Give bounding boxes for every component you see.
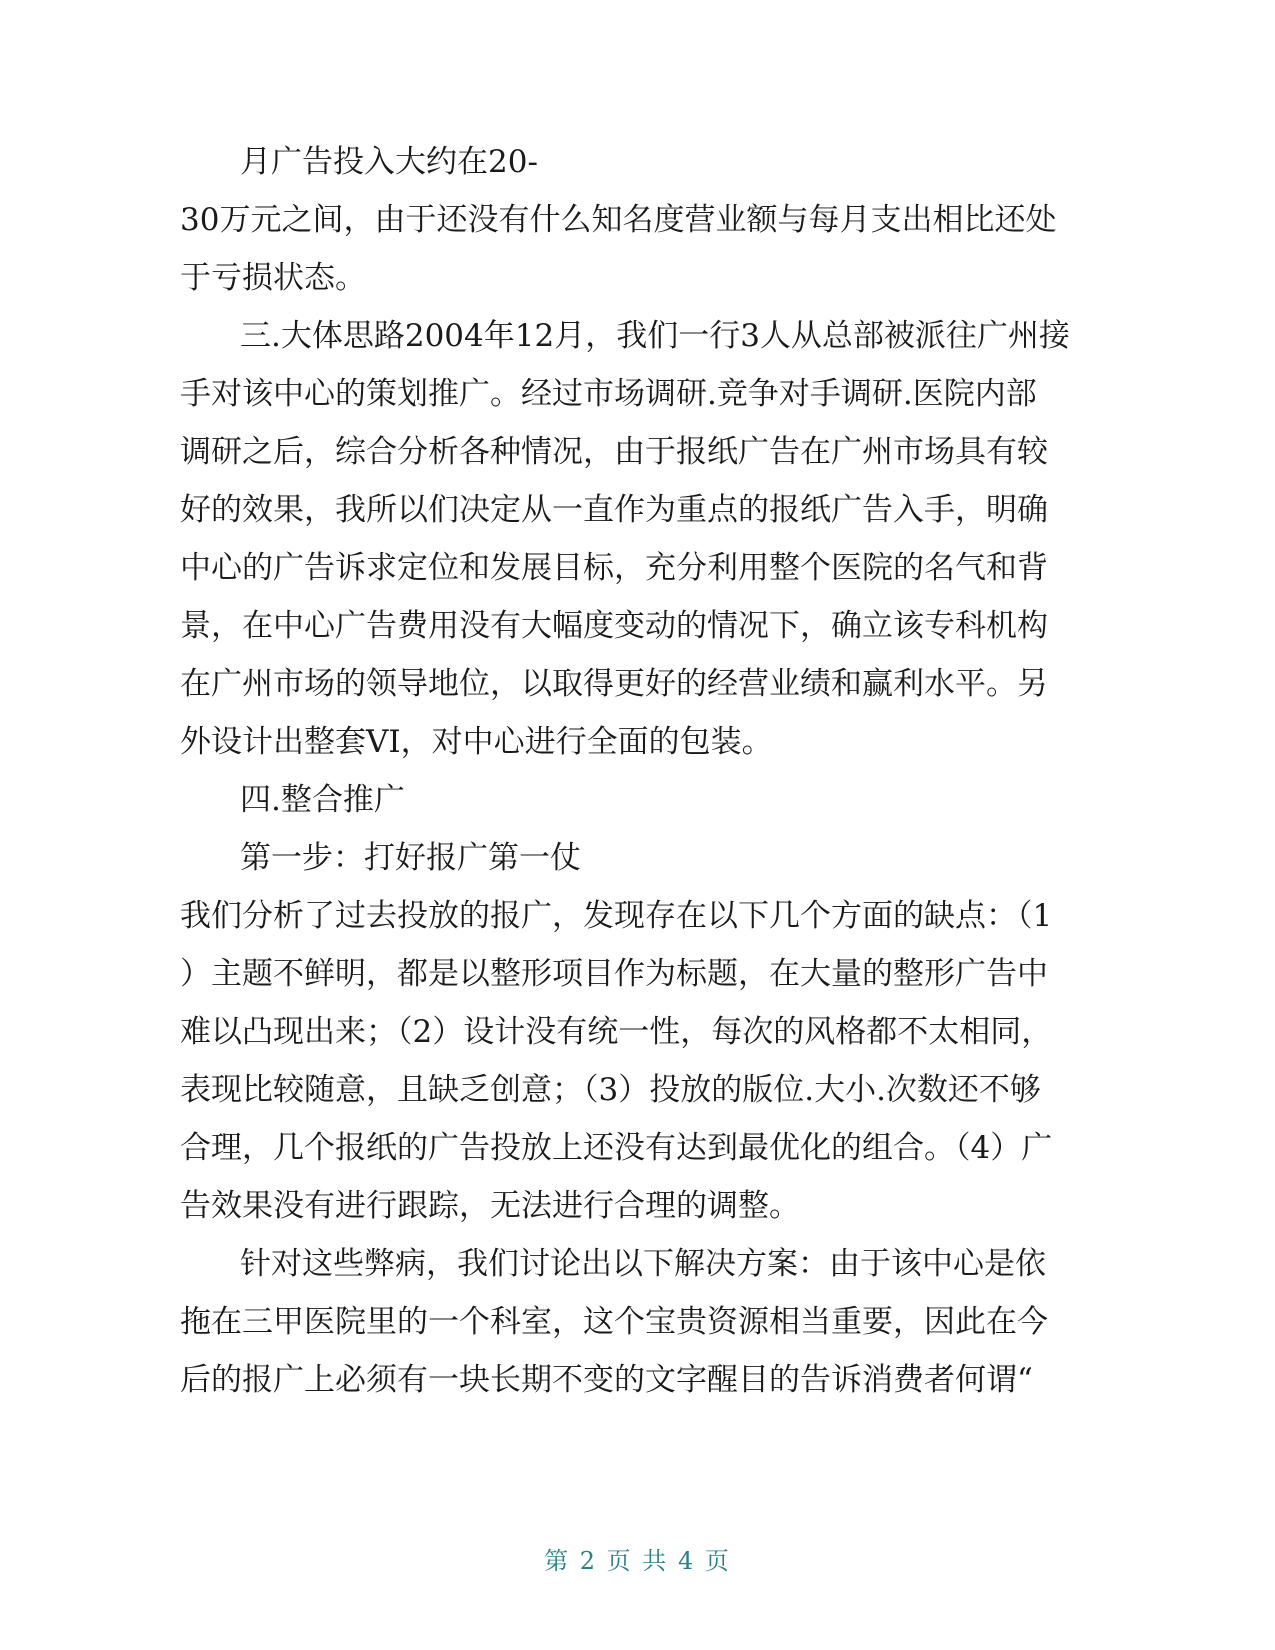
paragraph-line-6: 调研之后，综合分析各种情况，由于报纸广告在广州市场具有较 — [180, 434, 1048, 470]
paragraph-line-16: 难以凸现出来；（2）设计没有统一性，每次的风格都不太相同， — [180, 1014, 1053, 1050]
paragraph-line-4: 三.大体思路2004年12月，我们一行3人从总部被派往广州接 — [240, 318, 1070, 354]
paragraph-line-15: ）主题不鲜明，都是以整形项目作为标题，在大量的整形广告中 — [180, 956, 1048, 992]
paragraph-line-20: 针对这些弊病，我们讨论出以下解决方案：由于该中心是依 — [240, 1246, 1046, 1282]
paragraph-line-18: 合理，几个报纸的广告投放上还没有达到最优化的组合。（4）广 — [180, 1130, 1053, 1166]
paragraph-line-22: 后的报广上必须有一块长期不变的文字醒目的告诉消费者何谓“ — [180, 1362, 1033, 1398]
paragraph-line-8: 中心的广告诉求定位和发展目标，充分利用整个医院的名气和背 — [180, 550, 1048, 586]
paragraph-line-2: 30万元之间，由于还没有什么知名度营业额与每月支出相比还处 — [180, 202, 1057, 238]
paragraph-line-10: 在广州市场的领导地位，以取得更好的经营业绩和赢利水平。另 — [180, 666, 1048, 702]
paragraph-line-21: 拖在三甲医院里的一个科室，这个宝贵资源相当重要，因此在今 — [180, 1304, 1048, 1340]
section-heading: 四.整合推广 — [240, 782, 405, 818]
step-heading: 第一步：打好报广第一仗 — [240, 840, 581, 876]
paragraph-line-14: 我们分析了过去投放的报广，发现存在以下几个方面的缺点：（1 — [180, 898, 1053, 934]
paragraph-line-5: 手对该中心的策划推广。经过市场调研.竞争对手调研.医院内部 — [180, 376, 1037, 412]
paragraph-line-9: 景，在中心广告费用没有大幅度变动的情况下，确立该专科机构 — [180, 608, 1048, 644]
paragraph-line-3: 于亏损状态。 — [180, 260, 366, 296]
paragraph-line-7: 好的效果，我所以们决定从一直作为重点的报纸广告入手，明确 — [180, 492, 1048, 528]
paragraph-line-19: 告效果没有进行跟踪，无法进行合理的调整。 — [180, 1188, 800, 1224]
paragraph-line-1: 月广告投入大约在20- — [240, 144, 538, 180]
paragraph-line-11: 外设计出整套VI，对中心进行全面的包装。 — [180, 724, 773, 760]
page-footer: 第 2 页 共 4 页 — [544, 1547, 731, 1575]
paragraph-line-17: 表现比较随意，且缺乏创意；（3）投放的版位.大小.次数还不够 — [180, 1072, 1041, 1108]
